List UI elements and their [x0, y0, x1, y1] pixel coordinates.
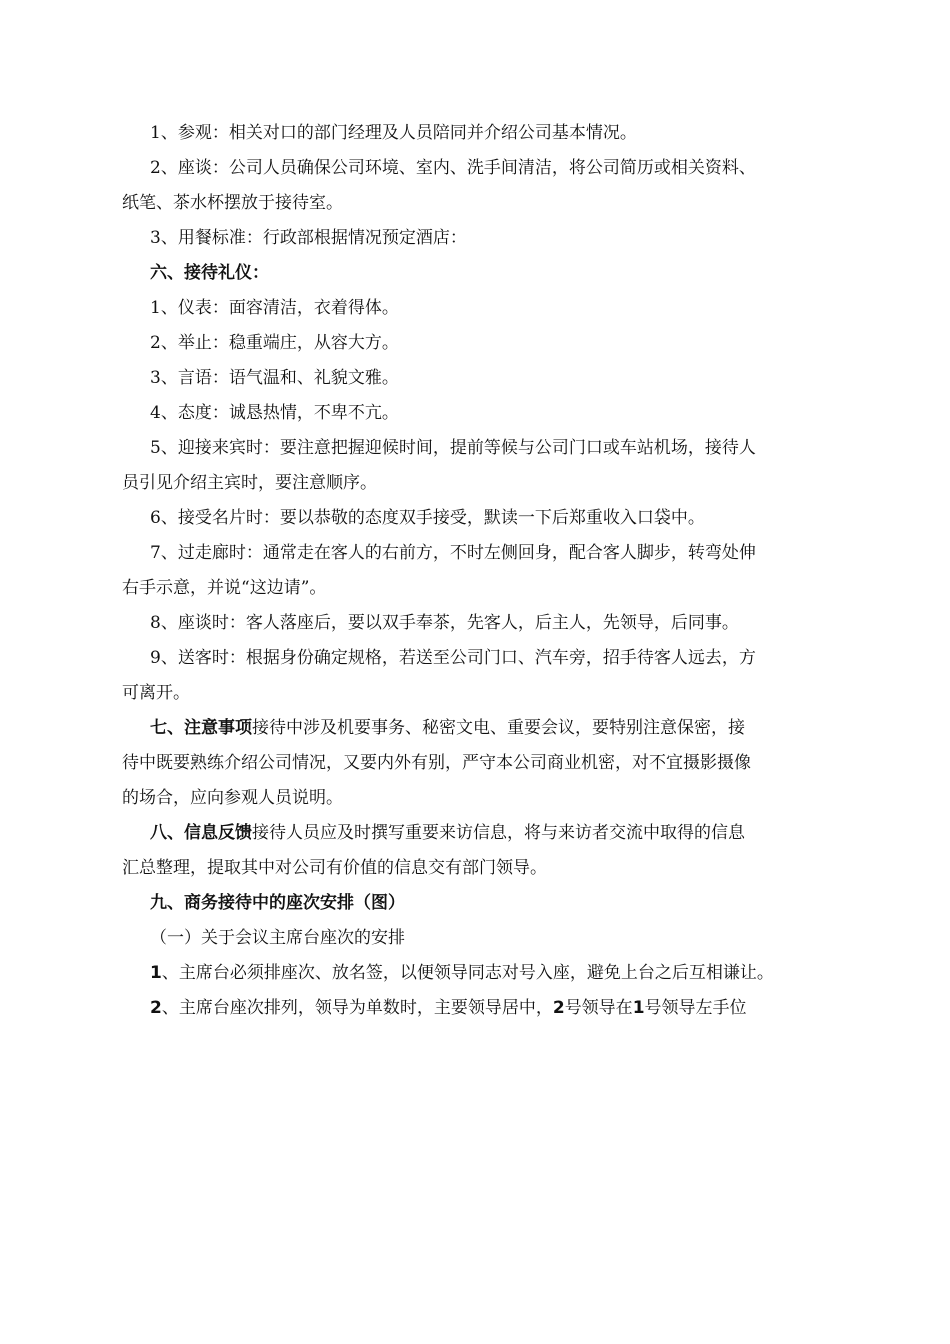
subsection-1-heading-text: （一）关于会议主席台座次的安排 [150, 928, 405, 948]
rule-2 [122, 991, 842, 1026]
subsection-1-heading [122, 921, 842, 956]
etiquette-speech-text: 3、言语：语气温和、礼貌文雅。 [150, 368, 399, 388]
etiquette-appearance [122, 291, 842, 326]
item-dining [122, 221, 842, 256]
etiquette-seated-talk [122, 606, 842, 641]
rule-1 [122, 956, 842, 991]
etiquette-business-card-text: 6、接受名片时：要以恭敬的态度双手接受，默读一下后郑重收入口袋中。 [150, 508, 705, 528]
section-6-heading-text: 六、接待礼仪： [150, 263, 269, 283]
etiquette-greeting-line-2: 员引见介绍主宾时，要注意顺序。 [122, 473, 377, 493]
item-visit [122, 116, 842, 151]
item-meeting [122, 151, 842, 221]
section-7-line-1-text: 接待中涉及机要事务、秘密文电、重要会议，要特别注意保密，接 [252, 718, 745, 738]
etiquette-greeting-line-1: 5、迎接来宾时：要注意把握迎候时间，提前等候与公司门口或车站机场，接待人 [150, 438, 756, 458]
etiquette-corridor-line-1: 7、过走廊时：通常走在客人的右前方，不时左侧回身，配合客人脚步，转弯处伸 [150, 543, 756, 563]
etiquette-appearance-text: 1、仪表：面容清洁，衣着得体。 [150, 298, 399, 318]
rule-2-line [122, 991, 842, 1026]
rule-2-number: 2 [150, 998, 162, 1018]
etiquette-manner-text: 2、举止：稳重端庄，从容大方。 [150, 333, 399, 353]
item-meeting-line-2: 纸笔、茶水杯摆放于接待室。 [122, 193, 343, 213]
section-6-heading [122, 256, 842, 291]
item-visit-text: 1、参观：相关对口的部门经理及人员陪同并介绍公司基本情况。 [150, 123, 637, 143]
section-9-heading [122, 886, 842, 921]
section-7-heading: 七、注意事项 [150, 718, 252, 738]
etiquette-attitude [122, 396, 842, 431]
etiquette-manner [122, 326, 842, 361]
section-8 [122, 816, 842, 886]
etiquette-attitude-text: 4、态度：诚恳热情，不卑不亢。 [150, 403, 399, 423]
rule-2-text-c: 号领导左手位 [644, 998, 747, 1018]
section-8-line-1 [122, 816, 842, 851]
item-meeting-line-1: 2、座谈：公司人员确保公司环境、室内、洗手间清洁，将公司简历或相关资料、 [150, 158, 756, 178]
rule-1-number: 1 [150, 963, 162, 983]
rule-2-text-a: 、主席台座次排列，领导为单数时，主要领导居中， [161, 998, 553, 1018]
etiquette-corridor [122, 536, 842, 606]
etiquette-farewell-line-2: 可离开。 [122, 683, 190, 703]
etiquette-farewell [122, 641, 842, 711]
etiquette-seated-talk-text: 8、座谈时：客人落座后，要以双手奉茶，先客人，后主人，先领导，后同事。 [150, 613, 739, 633]
rule-2-text-b: 号领导在 [564, 998, 633, 1018]
etiquette-corridor-line-2: 右手示意，并说“这边请”。 [122, 578, 327, 598]
section-9-heading-text: 九、商务接待中的座次安排（图） [150, 893, 405, 913]
section-8-heading: 八、信息反馈 [150, 823, 252, 843]
item-dining-text: 3、用餐标准：行政部根据情况预定酒店： [150, 228, 467, 248]
section-7-line-3: 的场合，应向参观人员说明。 [122, 788, 343, 808]
rule-2-leader-2-number: 2 [552, 998, 565, 1018]
section-8-line-1-text: 接待人员应及时撰写重要来访信息，将与来访者交流中取得的信息 [252, 823, 745, 843]
rule-1-text: 、主席台必须排座次、放名签，以便领导同志对号入座，避免上台之后互相谦让。 [161, 963, 774, 983]
section-7 [122, 711, 842, 816]
section-7-line-2: 待中既要熟练介绍公司情况，又要内外有别，严守本公司商业机密，对不宜摄影摄像 [122, 753, 751, 773]
section-7-line-1 [122, 711, 842, 746]
etiquette-farewell-line-1: 9、送客时：根据身份确定规格，若送至公司门口、汽车旁，招手待客人远去，方 [150, 648, 756, 668]
etiquette-greeting [122, 431, 842, 501]
rule-1-line [122, 956, 842, 991]
rule-2-leader-1-number: 1 [632, 998, 645, 1018]
section-8-line-2: 汇总整理，提取其中对公司有价值的信息交有部门领导。 [122, 858, 547, 878]
etiquette-business-card [122, 501, 842, 536]
etiquette-speech [122, 361, 842, 396]
